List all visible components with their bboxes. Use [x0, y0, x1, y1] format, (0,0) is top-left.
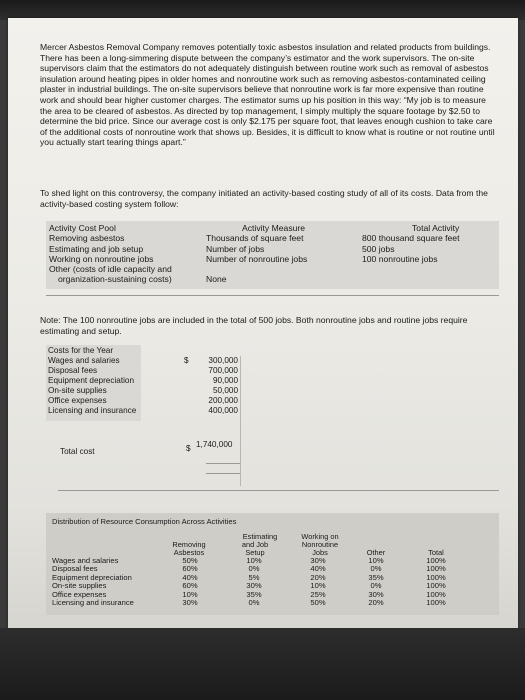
working-header-bottom: Jobs — [312, 548, 328, 557]
activity-pool-header: Activity Cost Pool — [49, 223, 116, 233]
table-cell: 10% — [368, 556, 384, 565]
cost-item-value: 50,000 — [212, 386, 238, 395]
activity-pool-item: Working on nonroutine jobs — [49, 253, 154, 264]
total-column — [416, 557, 456, 607]
activity-pool-item: Estimating and job setup — [49, 243, 144, 254]
estimating-header-mid: and Job — [241, 540, 269, 549]
table-row-label: Equipment depreciation — [52, 572, 132, 582]
table-cell: 30% — [368, 589, 384, 599]
cost-item-label: Office expenses — [48, 396, 107, 405]
activity-pool-column — [49, 223, 172, 285]
removing-header: Removing — [172, 540, 206, 549]
cost-item-label: Equipment depreciation — [48, 376, 135, 385]
other-column — [358, 557, 394, 607]
cost-item-label: Wages and salaries — [48, 356, 120, 365]
table-cell: 35% — [246, 589, 262, 599]
costs-labels — [48, 346, 136, 416]
cost-item-value: 300,000 — [208, 356, 238, 365]
table-cell: 30% — [182, 598, 198, 608]
total-cost-label: Total cost — [60, 447, 95, 456]
activity-pool-item: Removing asbestos — [49, 233, 125, 244]
activity-measure-header: Activity Measure — [242, 223, 306, 233]
note-paragraph: Note: The 100 nonroutine jobs are included in the total of 500 jobs. Both nonroutine jobs and routine jobs require estimating and setup. — [40, 315, 468, 336]
other-header: Other — [366, 548, 386, 557]
table-cell: 0% — [248, 598, 260, 608]
table-cell: 100% — [426, 581, 446, 591]
activity-measure-item: Number of nonroutine jobs — [206, 253, 308, 264]
cost-item-value: 200,000 — [208, 396, 238, 405]
activity-measure-item: Thousands of square feet — [206, 233, 304, 244]
cost-item-label: Licensing and insurance — [48, 406, 137, 415]
costs-values — [184, 356, 238, 416]
activity-table-bottom-rule — [46, 295, 499, 296]
distribution-title: Distribution of Resource Consumption Across Activities — [52, 517, 237, 526]
photo-background-bottom — [0, 628, 525, 700]
table-cell: 60% — [182, 564, 198, 574]
distribution-row-labels — [52, 557, 134, 607]
problem-intro-paragraph: Mercer Asbestos Removal Company removes potentially toxic asbestos insulation and related products from buildings. There has been a long-simmering dispute between the company’s estimator and the work supervisors. The on-site supervisors claim that the estimators do not adequately distinguish between routine work such as removal of asbestos insulation around heating pipes in older homes and nonroutine work such as removing asbestos-contaminated ceiling plaster in industrial buildings. The on-site supervisors believe that nonroutine work is far more expensive than routine work and should bear higher customer charges. The estimator sums up his position in this way: “My job is to measure the area to be cleared of asbestos. As directed by top management, I simply multiply the square footage by $2.50 to determine the bid price. Since our average cost is only $2.175 per square foot, that leaves enough cushion to take care of the additional costs of nonroutine work that shows up. Besides, it is difficult to know what is routine or not routine until you actually start tearing things apart.” — [40, 42, 495, 148]
table-row-label: Disposal fees — [52, 564, 98, 574]
cost-item-value: 400,000 — [208, 406, 238, 415]
table-row-label: On-site supplies — [52, 581, 107, 591]
table-cell: 10% — [246, 556, 262, 565]
table-cell: 60% — [182, 581, 198, 591]
table-cell: 40% — [310, 564, 326, 574]
table-cell: 100% — [426, 564, 446, 574]
table-cell: 100% — [426, 589, 446, 599]
table-row-label: Office expenses — [52, 589, 107, 599]
total-cost-value: 1,740,000 — [196, 440, 233, 449]
table-cell: 20% — [368, 598, 384, 608]
working-header-mid: Nonroutine — [301, 540, 339, 549]
costs-bottom-rule — [58, 490, 499, 491]
removing-column — [172, 557, 208, 607]
activity-measure-item: None — [206, 274, 227, 285]
total-activity-item: 100 nonroutine jobs — [362, 253, 438, 264]
activity-pool-item: Other (costs of idle capacity and — [49, 264, 172, 275]
table-cell: 5% — [248, 572, 260, 582]
table-cell: 100% — [426, 556, 446, 565]
table-cell: 30% — [246, 581, 262, 591]
table-cell: 25% — [310, 589, 326, 599]
table-cell: 10% — [310, 581, 326, 591]
total-activity-column — [362, 223, 459, 264]
table-cell: 100% — [426, 572, 446, 582]
working-column — [300, 557, 336, 607]
working-header-top: Working on — [301, 532, 339, 541]
abc-study-paragraph: To shed light on this controversy, the company initiated an activity-based costing study of all of its costs. Data from the activity-based costing system follow: — [40, 188, 488, 209]
table-cell: 35% — [368, 572, 384, 582]
activity-measure-item: Number of jobs — [206, 243, 265, 254]
table-cell: 10% — [182, 589, 198, 599]
total-underline — [206, 463, 240, 464]
activity-pool-item: organization-sustaining costs) — [58, 274, 172, 285]
table-cell: 0% — [248, 564, 260, 574]
table-cell: 50% — [182, 556, 198, 565]
total-double-underline — [206, 473, 240, 474]
table-cell: 20% — [310, 572, 326, 582]
table-row-label: Licensing and insurance — [52, 598, 134, 608]
cost-item-value: 90,000 — [212, 376, 238, 385]
table-row-label: Wages and salaries — [52, 556, 119, 565]
photo-background-top — [0, 0, 525, 20]
costs-column-divider — [240, 356, 241, 486]
costs-header: Costs for the Year — [48, 346, 114, 355]
estimating-header-bottom: Setup — [245, 548, 265, 557]
currency-symbol: $ — [184, 356, 189, 365]
table-cell: 50% — [310, 598, 326, 608]
table-cell: 30% — [310, 556, 326, 565]
currency-symbol: $ — [186, 444, 191, 453]
table-cell: 40% — [182, 572, 198, 582]
cost-item-label: On-site supplies — [48, 386, 107, 395]
total-header: Total — [428, 548, 444, 557]
total-activity-item: 800 thousand square feet — [362, 233, 460, 244]
total-activity-item: 500 jobs — [362, 243, 395, 254]
activity-measure-column — [206, 223, 307, 285]
activity-measure-item — [206, 264, 307, 274]
table-cell: 0% — [370, 581, 382, 591]
cost-item-value: 700,000 — [208, 366, 238, 375]
total-activity-header: Total Activity — [412, 223, 460, 233]
cost-item-label: Disposal fees — [48, 366, 98, 375]
table-cell: 100% — [426, 598, 446, 608]
estimating-column — [236, 557, 272, 607]
removing-header-bottom: Asbestos — [173, 548, 205, 557]
table-cell: 0% — [370, 564, 382, 574]
estimating-header-top: Estimating — [242, 532, 278, 541]
